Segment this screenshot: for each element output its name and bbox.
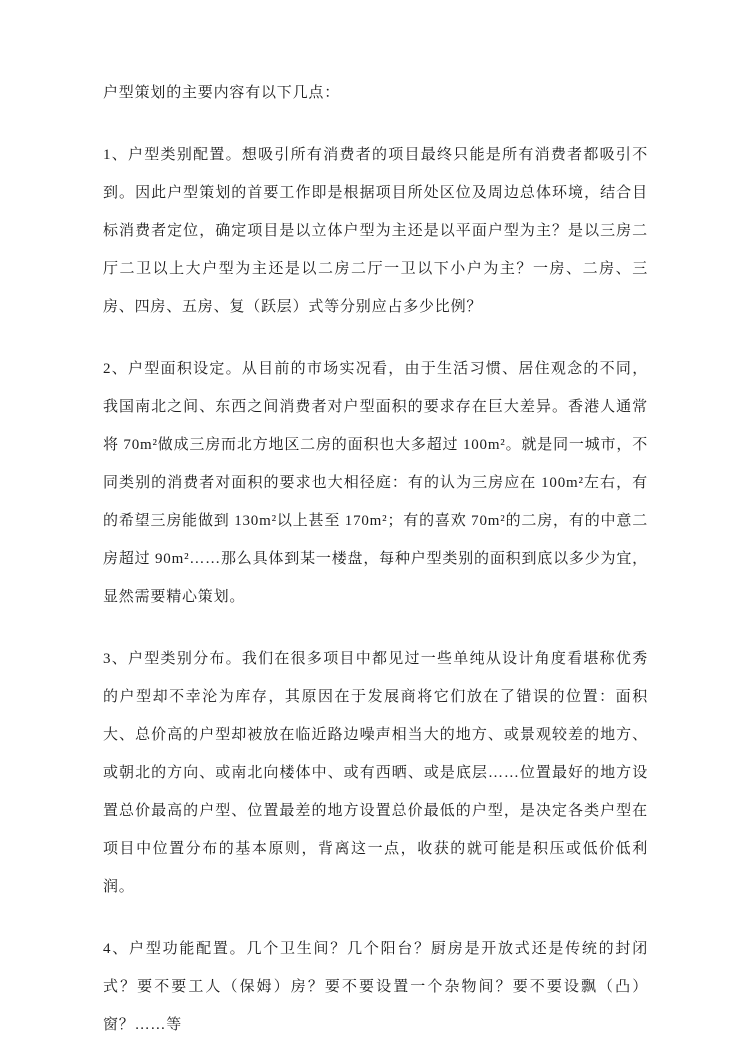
paragraph-unit-area: 2、户型面积设定。从目前的市场实况看，由于生活习惯、居住观念的不同，我国南北之间、东西之间消费者对户型面积的要求存在巨大差异。香港人通常将 70m²做成三房而北方地区二房的面积也大多超过 100m²。就是同一城市，不同类别的消费者对面积的要求也大相径庭：有的认为三房应在 100m²左右，有的希望三房能做到 130m²以上甚至 170m²；有的喜欢 70m²的二房，有的中意二房超过 90m²……那么具体到某一楼盘，每种户型类别的面积到底以多少为宜，显然需要精心策划。 bbox=[103, 361, 648, 605]
text-column bbox=[103, 74, 648, 1044]
paragraph-unit-distribution: 3、户型类别分布。我们在很多项目中都见过一些单纯从设计角度看堪称优秀的户型却不幸沦为库存，其原因在于发展商将它们放在了错误的位置：面积大、总价高的户型却被放在临近路边噪声相当大的地方、或景观较差的地方、或朝北的方向、或南北向楼体中、或有西晒、或是底层……位置最好的地方设置总价最高的户型、位置最差的地方设置总价最低的户型，是决定各类户型在项目中位置分布的基本原则，背离这一点，收获的就可能是积压或低价低利润。 bbox=[103, 651, 648, 895]
intro-line: 户型策划的主要内容有以下几点： bbox=[103, 85, 341, 101]
paragraph-unit-type-mix: 1、户型类别配置。想吸引所有消费者的项目最终只能是所有消费者都吸引不到。因此户型策划的首要工作即是根据项目所处区位及周边总体环境，结合目标消费者定位，确定项目是以立体户型为主还是以平面户型为主？是以三房二厅二卫以上大户型为主还是以二房二厅一卫以下小户为主？一房、二房、三房、四房、五房、复（跃层）式等分别应占多少比例？ bbox=[103, 147, 648, 315]
paragraph-unit-functions: 4、户型功能配置。几个卫生间？几个阳台？厨房是开放式还是传统的封闭式？要不要工人（保姆）房？要不要设置一个杂物间？要不要设飘（凸）窗？……等 bbox=[103, 941, 648, 1033]
